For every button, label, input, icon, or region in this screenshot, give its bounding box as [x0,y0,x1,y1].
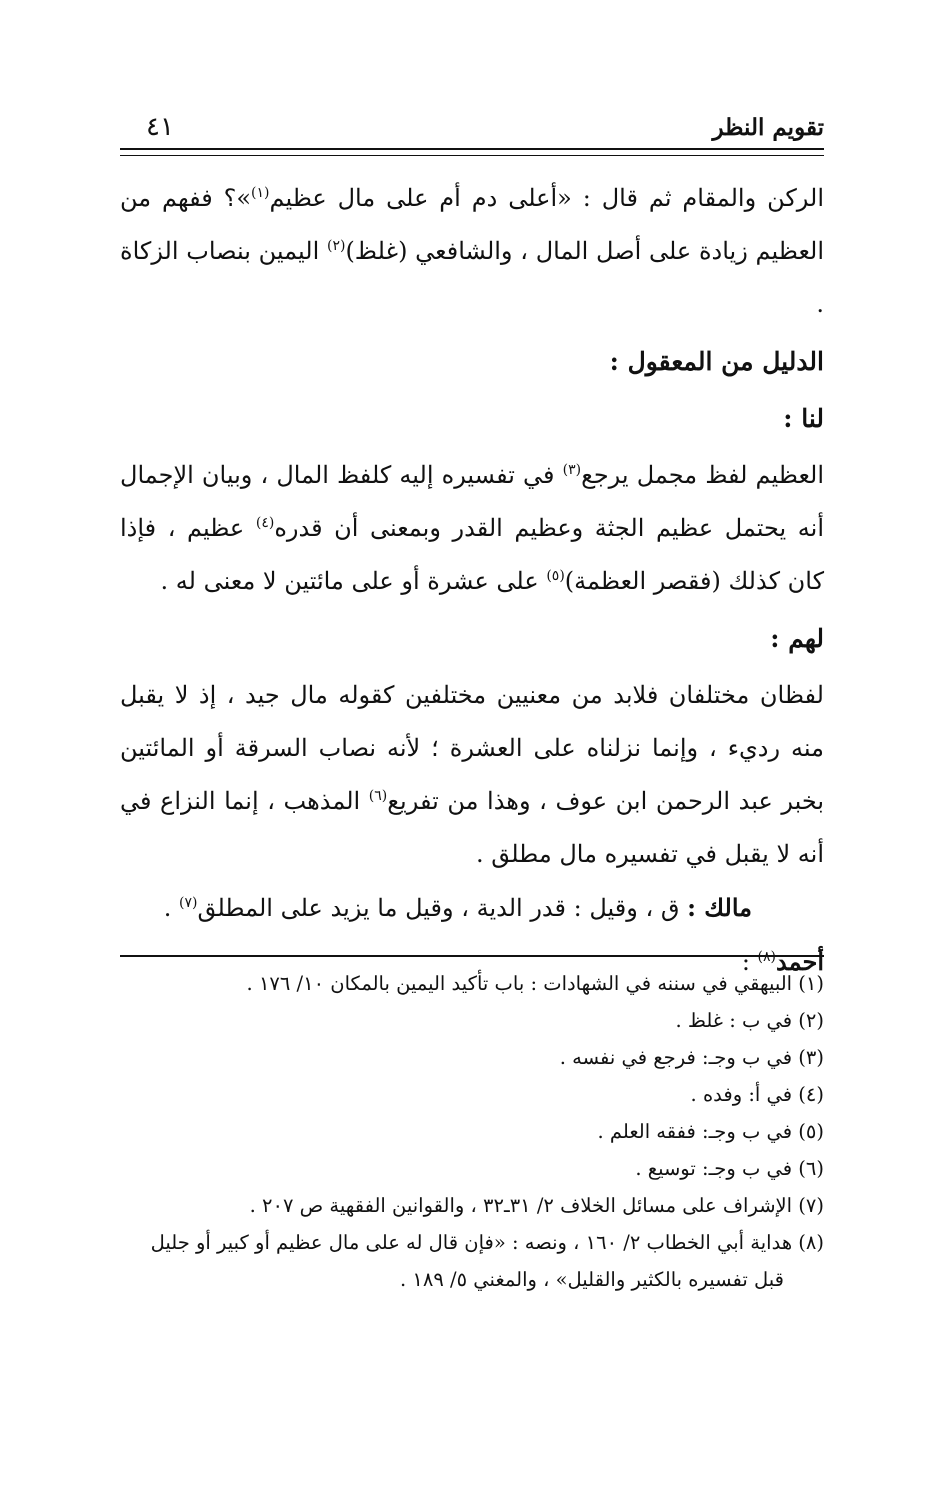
header-rule [120,148,824,156]
paragraph-1: الركن والمقام ثم قال : «أعلى دم أم على مال عظيم$^{(١)}$»؟ ففهم من العظيم زيادة على أصل المال ، والشافعي (غلظ)$^{(٢)}$ اليمين بنصاب الزكاة . [120,184,825,318]
malik-label: مالك : [687,893,752,922]
paragraph-2: العظيم لفظ مجمل يرجع$^{(٣)}$ في تفسيره إليه كلفظ المال ، وبيان الإجمال أنه يحتمل عظيم الجثة وعظيم القدر وبمعنى أن قدره$^{(٤)}$ عظيم ، فإذا كان كذلك (فقصر العظمة)$^{(٥)}$ على عشرة أو على مائتين لا معنى له . [120,461,825,595]
footnote-8-continued: قبل تفسيره بالكثير والقليل» ، والمغني ٥/ ١٨٩ . [400,1268,784,1291]
footnote-5: (٥) في ب وجـ: ففقه العلم . [597,1120,824,1143]
footnotes [120,965,824,1298]
footnote-ref-2: (٢) [326,238,346,254]
section-heading-lahum: لهم : [770,624,824,653]
main-text [120,172,824,989]
footnote-4: (٤) في أ: وفده . [690,1083,824,1106]
footnote-ref-8: (٨) [757,949,777,965]
page-number: ٤١ [146,112,174,142]
ahmad-line: أحمد$^{(٨)}$ : [741,947,824,976]
ahmad-label: أحمد [776,947,824,976]
footnote-ref-7: (٧) [178,895,198,911]
footnote-2: (٢) في ب : غلظ . [675,1009,824,1032]
footnote-ref-5: (٥) [546,568,565,584]
footnote-1: (١) البيهقي في سننه في الشهادات : باب تأكيد اليمين بالمكان ١٠/ ١٧٦ . [246,972,824,995]
malik-line: مالك : ق ، وقيل : قدر الدية ، وقيل ما يزيد على المطلق$^{(٧)}$ . [163,893,752,922]
footnote-ref-6: (٦) [368,788,388,804]
footnote-rule [120,955,824,957]
running-title: تقويم النظر [712,114,824,141]
footnote-3: (٣) في ب وجـ: فرجع في نفسه . [559,1046,824,1069]
footnote-8: (٨) هداية أبي الخطاب ٢/ ١٦٠ ، ونصه : «فإن قال له على مال عظيم أو كبير أو جليل [150,1231,824,1254]
footnote-ref-3: (٣) [562,462,582,478]
footnote-ref-1: (١) [251,185,270,201]
footnote-ref-4: (٤) [255,515,275,531]
footnote-7: (٧) الإشراف على مسائل الخلاف ٢/ ٣١ـ٣٢ ، والقوانين الفقهية ص ٢٠٧ . [249,1194,824,1217]
paragraph-3: لفظان مختلفان فلابد من معنيين مختلفين كقوله مال جيد ، إذ لا يقبل منه رديء ، وإنما نزلناه على العشرة ؛ لأنه نصاب السرقة أو المائتين بخبر عبد الرحمن ابن عوف ، وهذا من تفريع$^{(٦)}$ المذهب ، إنما النزاع في أنه لا يقبل في تفسيره مال مطلق . [120,681,825,868]
section-heading-lana: لنا : [783,404,824,433]
footnote-6: (٦) في ب وجـ: توسيع . [635,1157,824,1180]
section-heading-reason: الدليل من المعقول : [609,347,824,376]
page-header [120,112,824,148]
